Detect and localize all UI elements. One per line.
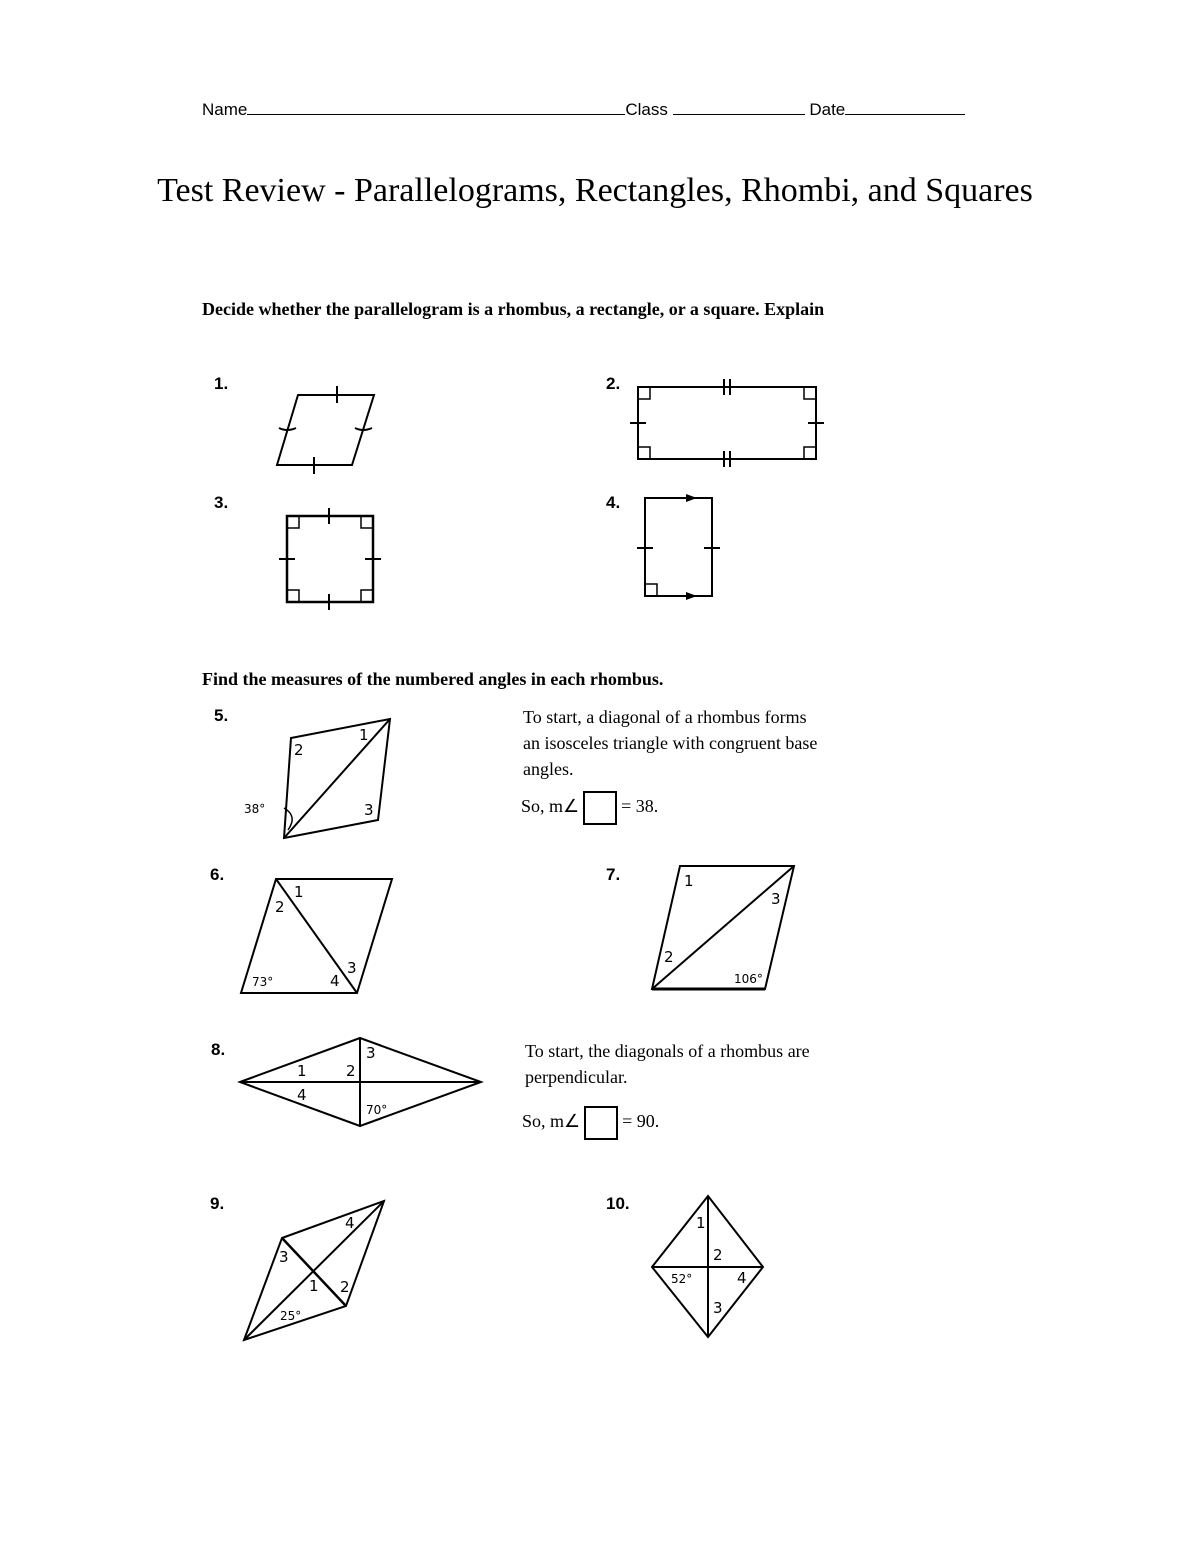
angle-label-4: 4 (737, 1269, 747, 1287)
given-angle: 52° (671, 1272, 693, 1286)
angle-label-1: 1 (309, 1277, 319, 1295)
problem-6-number: 6. (210, 865, 225, 884)
hint-line: an isosceles triangle with congruent base (523, 733, 818, 753)
angle-label-1: 1 (297, 1062, 307, 1080)
answer-value: = 38. (621, 796, 659, 817)
angle-label-3: 3 (713, 1299, 723, 1317)
angle-label-1: 1 (294, 883, 304, 901)
angle-label-3: 3 (771, 890, 781, 908)
angle-label-2: 2 (275, 898, 285, 916)
given-angle: 73° (252, 975, 274, 989)
section1-instruction: Decide whether the parallelogram is a rhombus, a rectangle, or a square. Explain (202, 299, 825, 319)
answer-prefix: So, m∠ (521, 796, 580, 817)
page-title: Test Review - Parallelograms, Rectangles, Rhombi, and Squares (157, 172, 1033, 209)
given-angle: 38° (244, 802, 266, 816)
given-angle: 70° (366, 1103, 388, 1117)
hint-line: To start, the diagonals of a rhombus are (525, 1041, 810, 1061)
angle-label-4: 4 (330, 972, 340, 990)
hint-line: perpendicular. (525, 1067, 628, 1087)
problem-9-number: 9. (210, 1194, 225, 1213)
angle-label-4: 4 (345, 1214, 355, 1232)
problem-5-number: 5. (214, 706, 229, 725)
hint-line: angles. (523, 759, 574, 779)
angle-label-2: 2 (664, 948, 674, 966)
hint-line: To start, a diagonal of a rhombus forms (523, 707, 807, 727)
problem-1-number: 1. (214, 374, 229, 393)
angle-label-2: 2 (294, 741, 304, 759)
given-angle: 106° (734, 972, 763, 986)
angle-label-3: 3 (279, 1248, 289, 1266)
class-label: Class (625, 100, 668, 119)
answer-value: = 90. (622, 1111, 660, 1132)
angle-label-1: 1 (359, 726, 369, 744)
problem-2-number: 2. (606, 374, 621, 393)
answer-prefix: So, m∠ (522, 1111, 581, 1132)
angle-label-3: 3 (347, 959, 357, 977)
problem-10-number: 10. (606, 1194, 630, 1213)
section2-instruction: Find the measures of the numbered angles in each rhombus. (202, 669, 664, 689)
problem-4-number: 4. (606, 493, 621, 512)
problem-3-number: 3. (214, 493, 229, 512)
name-label: Name (202, 100, 248, 119)
angle-label-2: 2 (340, 1278, 350, 1296)
angle-label-1: 1 (684, 872, 694, 890)
angle-label-3: 3 (364, 801, 374, 819)
date-label: Date (809, 100, 846, 119)
angle-label-2: 2 (713, 1246, 723, 1264)
angle-label-4: 4 (297, 1086, 307, 1104)
angle-label-2: 2 (346, 1062, 356, 1080)
problem-7-number: 7. (606, 865, 621, 884)
given-angle: 25° (280, 1309, 302, 1323)
angle-label-1: 1 (696, 1214, 706, 1232)
angle-label-3: 3 (366, 1044, 376, 1062)
problem-8-number: 8. (211, 1040, 226, 1059)
